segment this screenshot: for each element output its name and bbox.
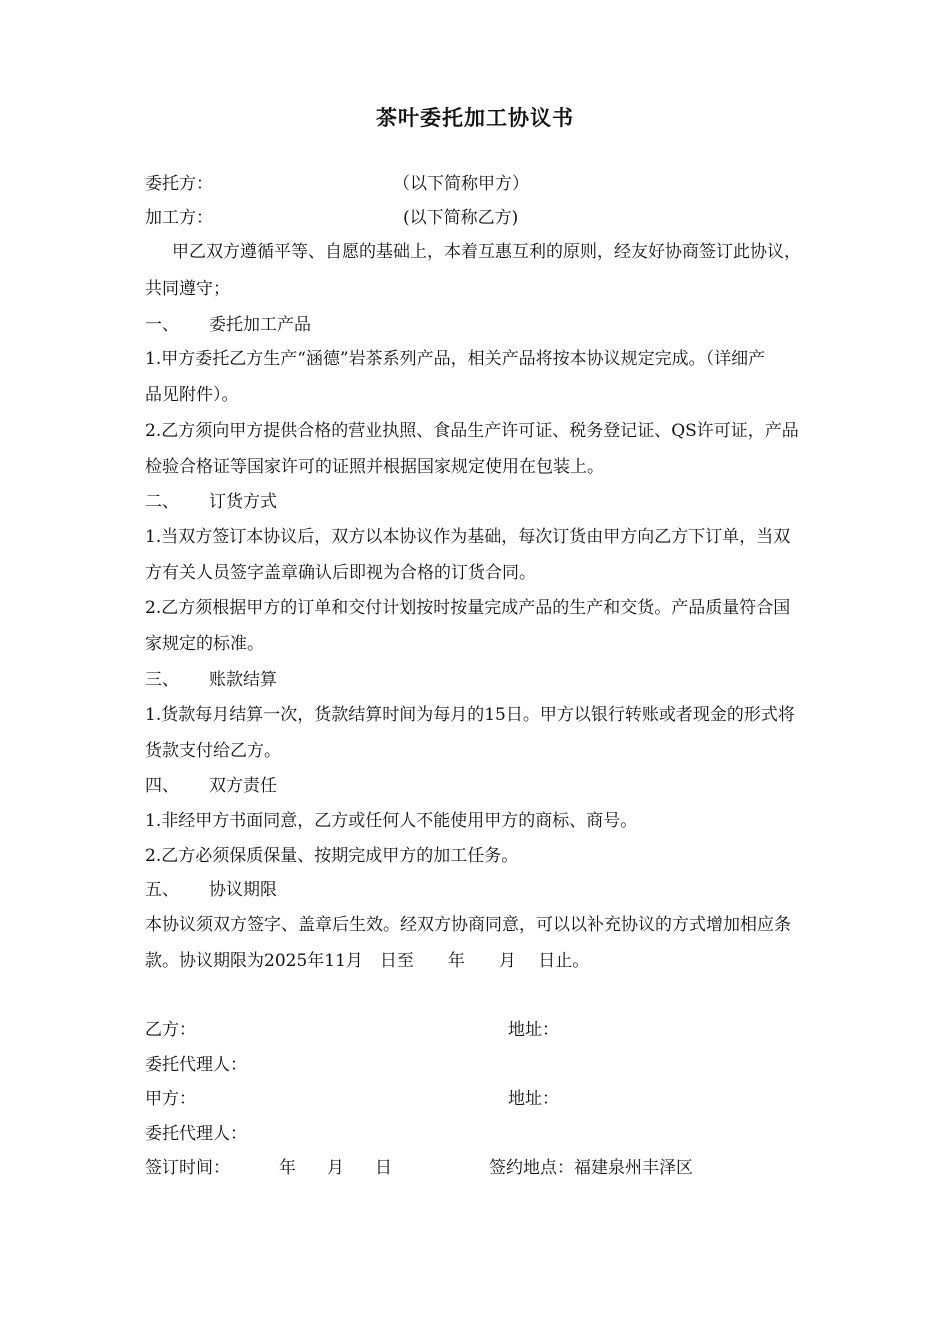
section-3-line-1: 1.货款每月结算一次，货款结算时间为每月的15日。甲方以银行转账或者现金的形式将 bbox=[145, 705, 795, 725]
section-2-line-1: 1.当双方签订本协议后，双方以本协议作为基础，每次订货由甲方向乙方下订单，当双 bbox=[145, 527, 791, 547]
signature-agent-1: 委托代理人： bbox=[145, 1055, 247, 1075]
section-1-line-2: 品见附件）。 bbox=[145, 385, 239, 405]
party-a-label: 委托方： bbox=[145, 174, 213, 194]
signature-party-a: 甲方： bbox=[145, 1089, 196, 1109]
section-1-line-1: 1.甲方委托乙方生产“涵德”岩茶系列产品，相关产品将按本协议规定完成。（详细产 bbox=[145, 349, 766, 369]
section-3-title: 账款结算 bbox=[209, 670, 277, 690]
section-4-title: 双方责任 bbox=[209, 776, 277, 796]
section-2-line-4: 家规定的标准。 bbox=[145, 634, 264, 654]
section-3-heading bbox=[145, 670, 277, 690]
section-1-title: 委托加工产品 bbox=[209, 315, 311, 335]
party-a-note: （以下简称甲方） bbox=[393, 174, 529, 194]
section-2-line-2: 方有关人员签字盖章确认后即视为合格的订货合同。 bbox=[145, 563, 536, 583]
section-2-heading bbox=[145, 492, 277, 512]
section-1-line-4: 检验合格证等国家许可的证照并根据国家规定使用在包装上。 bbox=[145, 457, 604, 477]
section-3-number: 三、 bbox=[145, 670, 179, 690]
section-1-heading bbox=[145, 315, 311, 335]
section-5-heading bbox=[145, 880, 277, 900]
signature-agent-2: 委托代理人： bbox=[145, 1124, 247, 1144]
section-3-line-2: 货款支付给乙方。 bbox=[145, 741, 281, 761]
section-1-line-3: 2.乙方须向甲方提供合格的营业执照、食品生产许可证、税务登记证、QS许可证，产品 bbox=[145, 421, 799, 441]
signature-year: 年 bbox=[279, 1158, 296, 1178]
party-b-label: 加工方： bbox=[145, 208, 213, 228]
signature-place: 签约地点：福建泉州丰泽区 bbox=[489, 1158, 693, 1178]
section-5-number: 五、 bbox=[145, 880, 179, 900]
section-1-number: 一、 bbox=[145, 315, 179, 335]
section-5-line-1: 本协议须双方签字、盖章后生效。经双方协商同意，可以以补充协议的方式增加相应条 bbox=[145, 915, 791, 935]
section-5-line-2: 款。协议期限为2025年11月 日至 年 月 日止。 bbox=[145, 951, 590, 971]
signature-month: 月 bbox=[327, 1158, 344, 1178]
section-4-line-1: 1.非经甲方书面同意，乙方或任何人不能使用甲方的商标、商号。 bbox=[145, 811, 638, 831]
intro-line-2: 共同遵守； bbox=[145, 279, 230, 299]
section-2-number: 二、 bbox=[145, 492, 179, 512]
document-title: 茶叶委托加工协议书 bbox=[376, 105, 574, 130]
section-4-number: 四、 bbox=[145, 776, 179, 796]
party-b-note: (以下简称乙方) bbox=[403, 208, 519, 228]
section-2-line-3: 2.乙方须根据甲方的订单和交付计划按时按量完成产品的生产和交货。产品质量符合国 bbox=[145, 598, 791, 618]
signature-time-label: 签订时间： bbox=[145, 1158, 230, 1178]
section-2-title: 订货方式 bbox=[209, 492, 277, 512]
signature-day: 日 bbox=[375, 1158, 392, 1178]
section-4-line-2: 2.乙方必须保质保量、按期完成甲方的加工任务。 bbox=[145, 846, 519, 866]
signature-address-1: 地址： bbox=[508, 1020, 559, 1040]
intro-line-1: 甲乙双方遵循平等、自愿的基础上，本着互惠互利的原则，经友好协商签订此协议， bbox=[172, 242, 801, 262]
section-5-title: 协议期限 bbox=[209, 880, 277, 900]
section-4-heading bbox=[145, 776, 277, 796]
signature-address-2: 地址： bbox=[508, 1089, 559, 1109]
signature-party-b: 乙方： bbox=[145, 1020, 196, 1040]
